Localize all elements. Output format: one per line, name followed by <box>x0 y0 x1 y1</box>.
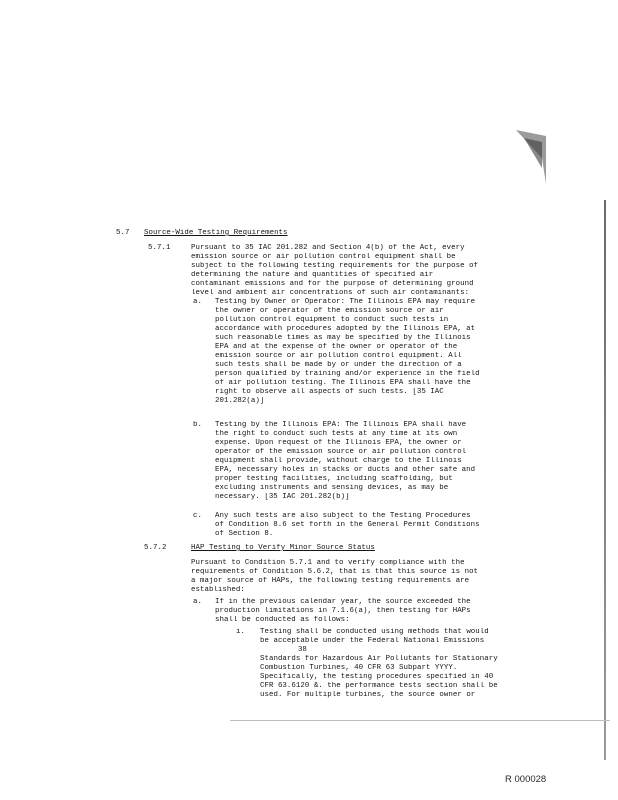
item-a-line: such tests shall be made by or under the direction of a <box>215 361 462 369</box>
item-572a-i-line: CFR 63.6120 &. the performance tests section shall be <box>260 682 498 690</box>
section-title: Source-Wide Testing Requirements <box>144 229 288 237</box>
item-a-line: EPA and at the expense of the owner or operator of the <box>215 343 458 351</box>
item-a-line: person qualified by training and/or experience in the field <box>215 370 480 378</box>
item-a-line: such reasonable times as may be specified by the Illinois <box>215 334 471 342</box>
para-571-line: subject to the following testing requirements for the purpose of <box>191 262 479 270</box>
item-a-line: accordance with procedures adopted by the Illinois EPA, at <box>215 325 476 333</box>
item-a-label: a. <box>193 298 202 306</box>
para-572-line: a major source of HAPs, the following testing requirements are <box>191 577 470 585</box>
para-572-line: established: <box>191 586 245 594</box>
para-572-number: 5.7.2 <box>144 544 167 552</box>
item-572a-i-line: used. For multiple turbines, the source owner or <box>260 691 476 699</box>
item-b-line: the right to conduct such tests at any time at its own <box>215 430 458 438</box>
para-571-line: contaminant emissions and for the purpose of determining ground <box>191 280 474 288</box>
page-number: 38 <box>298 646 307 654</box>
para-571-line: emission source or air pollution control equipment shall be <box>191 253 456 261</box>
item-572a-i-label: i. <box>236 628 245 636</box>
item-b-line: equipment shall provide, without charge to the Illinois <box>215 457 462 465</box>
item-b-line: EPA, necessary holes in stacks or ducts and other safe and <box>215 466 476 474</box>
item-572a-line: If in the previous calendar year, the source exceeded the <box>215 598 471 606</box>
item-572a-line: shall be conducted as follows: <box>215 616 350 624</box>
item-572a-i-line: be acceptable under the Federal National Emissions <box>260 637 485 645</box>
item-572a-i-line: Standards for Hazardous Air Pollutants for Stationary <box>260 655 498 663</box>
section-number: 5.7 <box>116 229 130 237</box>
item-572a-i-line: Combustion Turbines, 40 CFR 63 Subpart YYYY. <box>260 664 458 672</box>
item-c-label: c. <box>193 512 202 520</box>
item-b-line: necessary. [35 IAC 201.282(b)] <box>215 493 350 501</box>
right-edge-rule <box>604 200 606 760</box>
item-a-line: Testing by Owner or Operator: The Illinois EPA may require <box>215 298 476 306</box>
bottom-rule <box>230 720 610 721</box>
item-572a-i-line: Testing shall be conducted using methods that would <box>260 628 489 636</box>
para-572-line: Pursuant to Condition 5.7.1 and to verify compliance with the <box>191 559 465 567</box>
para-571-line: Pursuant to 35 IAC 201.282 and Section 4(b) of the Act, every <box>191 244 465 252</box>
item-a-line: the owner or operator of the emission source or air <box>215 307 444 315</box>
item-b-line: expense. Upon request of the Illinois EPA, the owner or <box>215 439 462 447</box>
item-a-line: 201.282(a)] <box>215 397 265 405</box>
item-b-label: b. <box>193 421 202 429</box>
para-571-line: determining the nature and quantities of specified air <box>191 271 434 279</box>
item-c-line: of Section 8. <box>215 530 274 538</box>
item-572a-label: a. <box>193 598 202 606</box>
para-571-line: level and ambient air concentrations of such air contaminants: <box>191 289 470 297</box>
item-a-line: of air pollution testing. The Illinois EPA shall have the <box>215 379 471 387</box>
item-b-line: proper testing facilities, including scaffolding, but <box>215 475 453 483</box>
item-c-line: Any such tests are also subject to the Testing Procedures <box>215 512 471 520</box>
item-a-line: pollution control equipment to conduct such tests in <box>215 316 449 324</box>
item-572a-line: production limitations in 7.1.6(a), then testing for HAPs <box>215 607 471 615</box>
bates-number: R 000028 <box>505 774 547 785</box>
item-b-line: operator of the emission source or air pollution control <box>215 448 467 456</box>
item-b-line: Testing by the Illinois EPA: The Illinois EPA shall have <box>215 421 467 429</box>
corner-triangle-mark <box>512 128 552 188</box>
para-572-line: requirements of Condition 5.6.2, that is that this source is not <box>191 568 479 576</box>
item-c-line: of Condition 8.6 set forth in the General Permit Conditions <box>215 521 480 529</box>
item-b-line: excluding instruments and sensing devices, as may be <box>215 484 449 492</box>
item-572a-i-line: Specifically, the testing procedures specified in 40 <box>260 673 494 681</box>
para-572-title: HAP Testing to Verify Minor Source Status <box>191 544 375 552</box>
item-a-line: right to observe all aspects of such tests. [35 IAC <box>215 388 444 396</box>
item-a-line: emission source or air pollution control equipment. All <box>215 352 462 360</box>
para-571-number: 5.7.1 <box>148 244 171 252</box>
